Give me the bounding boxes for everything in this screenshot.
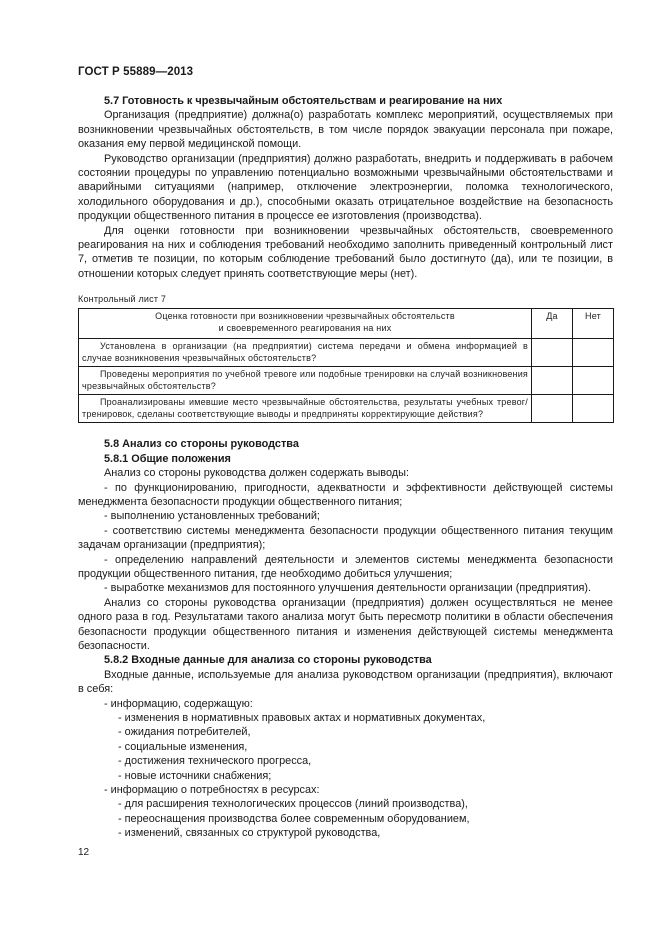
page-number: 12 <box>78 847 90 858</box>
question-cell: Проведены мероприятия по учебной тревоге или подобные тренировки на случай возникновения чрезвычайных обстоятельств? <box>79 367 532 395</box>
header-line-2: и своевременного реагирования на них <box>218 322 392 333</box>
yes-cell[interactable] <box>532 395 573 423</box>
list-item: - социальные изменения, <box>118 740 248 753</box>
yes-cell[interactable] <box>532 339 573 367</box>
list-item: - переоснащения производства более современным оборудованием, <box>118 812 470 825</box>
list-item: - соответствию системы менеджмента безопасности продукции общественного питания текущим задачам организации (предприятия); <box>78 524 613 552</box>
no-column-header: Нет <box>573 309 614 339</box>
list-item: - определению направлений деятельности и элементов системы менеджмента безопасности продукции общественного питания, где необходимо добиться улучшения; <box>78 553 613 580</box>
paragraph: Для оценки готовности при возникновении чрезвычайных обстоятельств, своевременного реагирования на них и соблюдения требований необходимо заполнить приведенный контрольный лист 7, отметив те позиции, по которым соблюдение требований было достигнуто (да), или те позиции, в отношении которых следует принять соответствующие меры (нет). <box>78 224 613 280</box>
paragraph: Руководство организации (предприятия) должно разработать, внедрить и поддерживать в рабочем состоянии процедуры по управлению потенциально возможными чрезвычайными обстоятельствами и аварийными ситуациями (например, отключение электроэнергии, поломка технологического, холодильного оборудования и др.), способными оказать отрицательное воздействие на безопасность продукции общественного питания в процессе ее изготовления (производства). <box>78 152 613 223</box>
table-row <box>79 395 614 423</box>
yes-column-header: Да <box>532 309 573 339</box>
list-item: - ожидания потребителей, <box>118 726 251 739</box>
list-item: - по функционированию, пригодности, адекватности и эффективности действующей системы менеджмента безопасности продукции общественного питания; <box>78 481 613 508</box>
checklist-table <box>78 308 614 423</box>
question-column-header <box>79 309 532 339</box>
table-row <box>79 367 614 395</box>
no-cell[interactable] <box>573 339 614 367</box>
paragraph: Входные данные, используемые для анализа руководством организации (предприятия), включают в себя: <box>78 668 613 696</box>
list-item: - для расширения технологических процессов (линий производства), <box>118 798 468 811</box>
section-5-8-1-heading: 5.8.1 Общие положения <box>104 452 231 465</box>
no-cell[interactable] <box>573 367 614 395</box>
list-item: - информацию, содержащую: <box>104 697 253 710</box>
question-cell: Установлена в организации (на предприятии) система передачи и обмена информацией в случае возникновения чрезвычайных обстоятельств? <box>79 339 532 367</box>
list-item: - изменений, связанных со структурой руководства, <box>118 827 381 840</box>
section-5-8-2-heading: 5.8.2 Входные данные для анализа со стороны руководства <box>104 654 432 667</box>
list-item: - информацию о потребностях в ресурсах: <box>104 784 320 797</box>
table-row <box>79 339 614 367</box>
section-5-7-heading: 5.7 Готовность к чрезвычайным обстоятельствам и реагирование на них <box>104 95 503 107</box>
page-content <box>78 94 613 841</box>
checklist-header-row <box>79 309 614 339</box>
document-header: ГОСТ Р 55889—2013 <box>78 66 194 78</box>
list-item: - выполнению установленных требований; <box>104 510 320 523</box>
list-item: - достижения технического прогресса, <box>118 755 312 768</box>
header-line-1: Оценка готовности при возникновении чрезвычайных обстоятельств <box>155 311 455 322</box>
section-5-8-heading: 5.8 Анализ со стороны руководства <box>104 438 299 451</box>
paragraph: Анализ со стороны руководства организации (предприятия) должен осуществляться не менее одного раза в год. Результатами такого анализа могут быть пересмотр политики в области обеспечения безопасности продукции общественного питания и изменения действующей системы менеджмента безопасности. <box>78 596 613 652</box>
question-cell: Проанализированы имевшие место чрезвычайные обстоятельства, результаты учебных тревог/тренировок, сделаны соответствующие выводы и предприняты корректирующие действия? <box>79 395 532 423</box>
list-item: - изменения в нормативных правовых актах и нормативных документах, <box>118 712 486 724</box>
yes-cell[interactable] <box>532 367 573 395</box>
checklist-caption: Контрольный лист 7 <box>78 294 167 305</box>
no-cell[interactable] <box>573 395 614 423</box>
list-item: - выработке механизмов для постоянного улучшения деятельности организации (предприятия). <box>104 582 592 595</box>
list-item: - новые источники снабжения; <box>118 769 272 782</box>
paragraph: Анализ со стороны руководства должен содержать выводы: <box>104 467 409 480</box>
paragraph: Организация (предприятие) должна(о) разработать комплекс мероприятий, осуществляемых при возникновении чрезвычайных обстоятельств, в том числе порядок эвакуации персонала при пожаре, оказания ему первой медицинской помощи. <box>78 109 613 151</box>
